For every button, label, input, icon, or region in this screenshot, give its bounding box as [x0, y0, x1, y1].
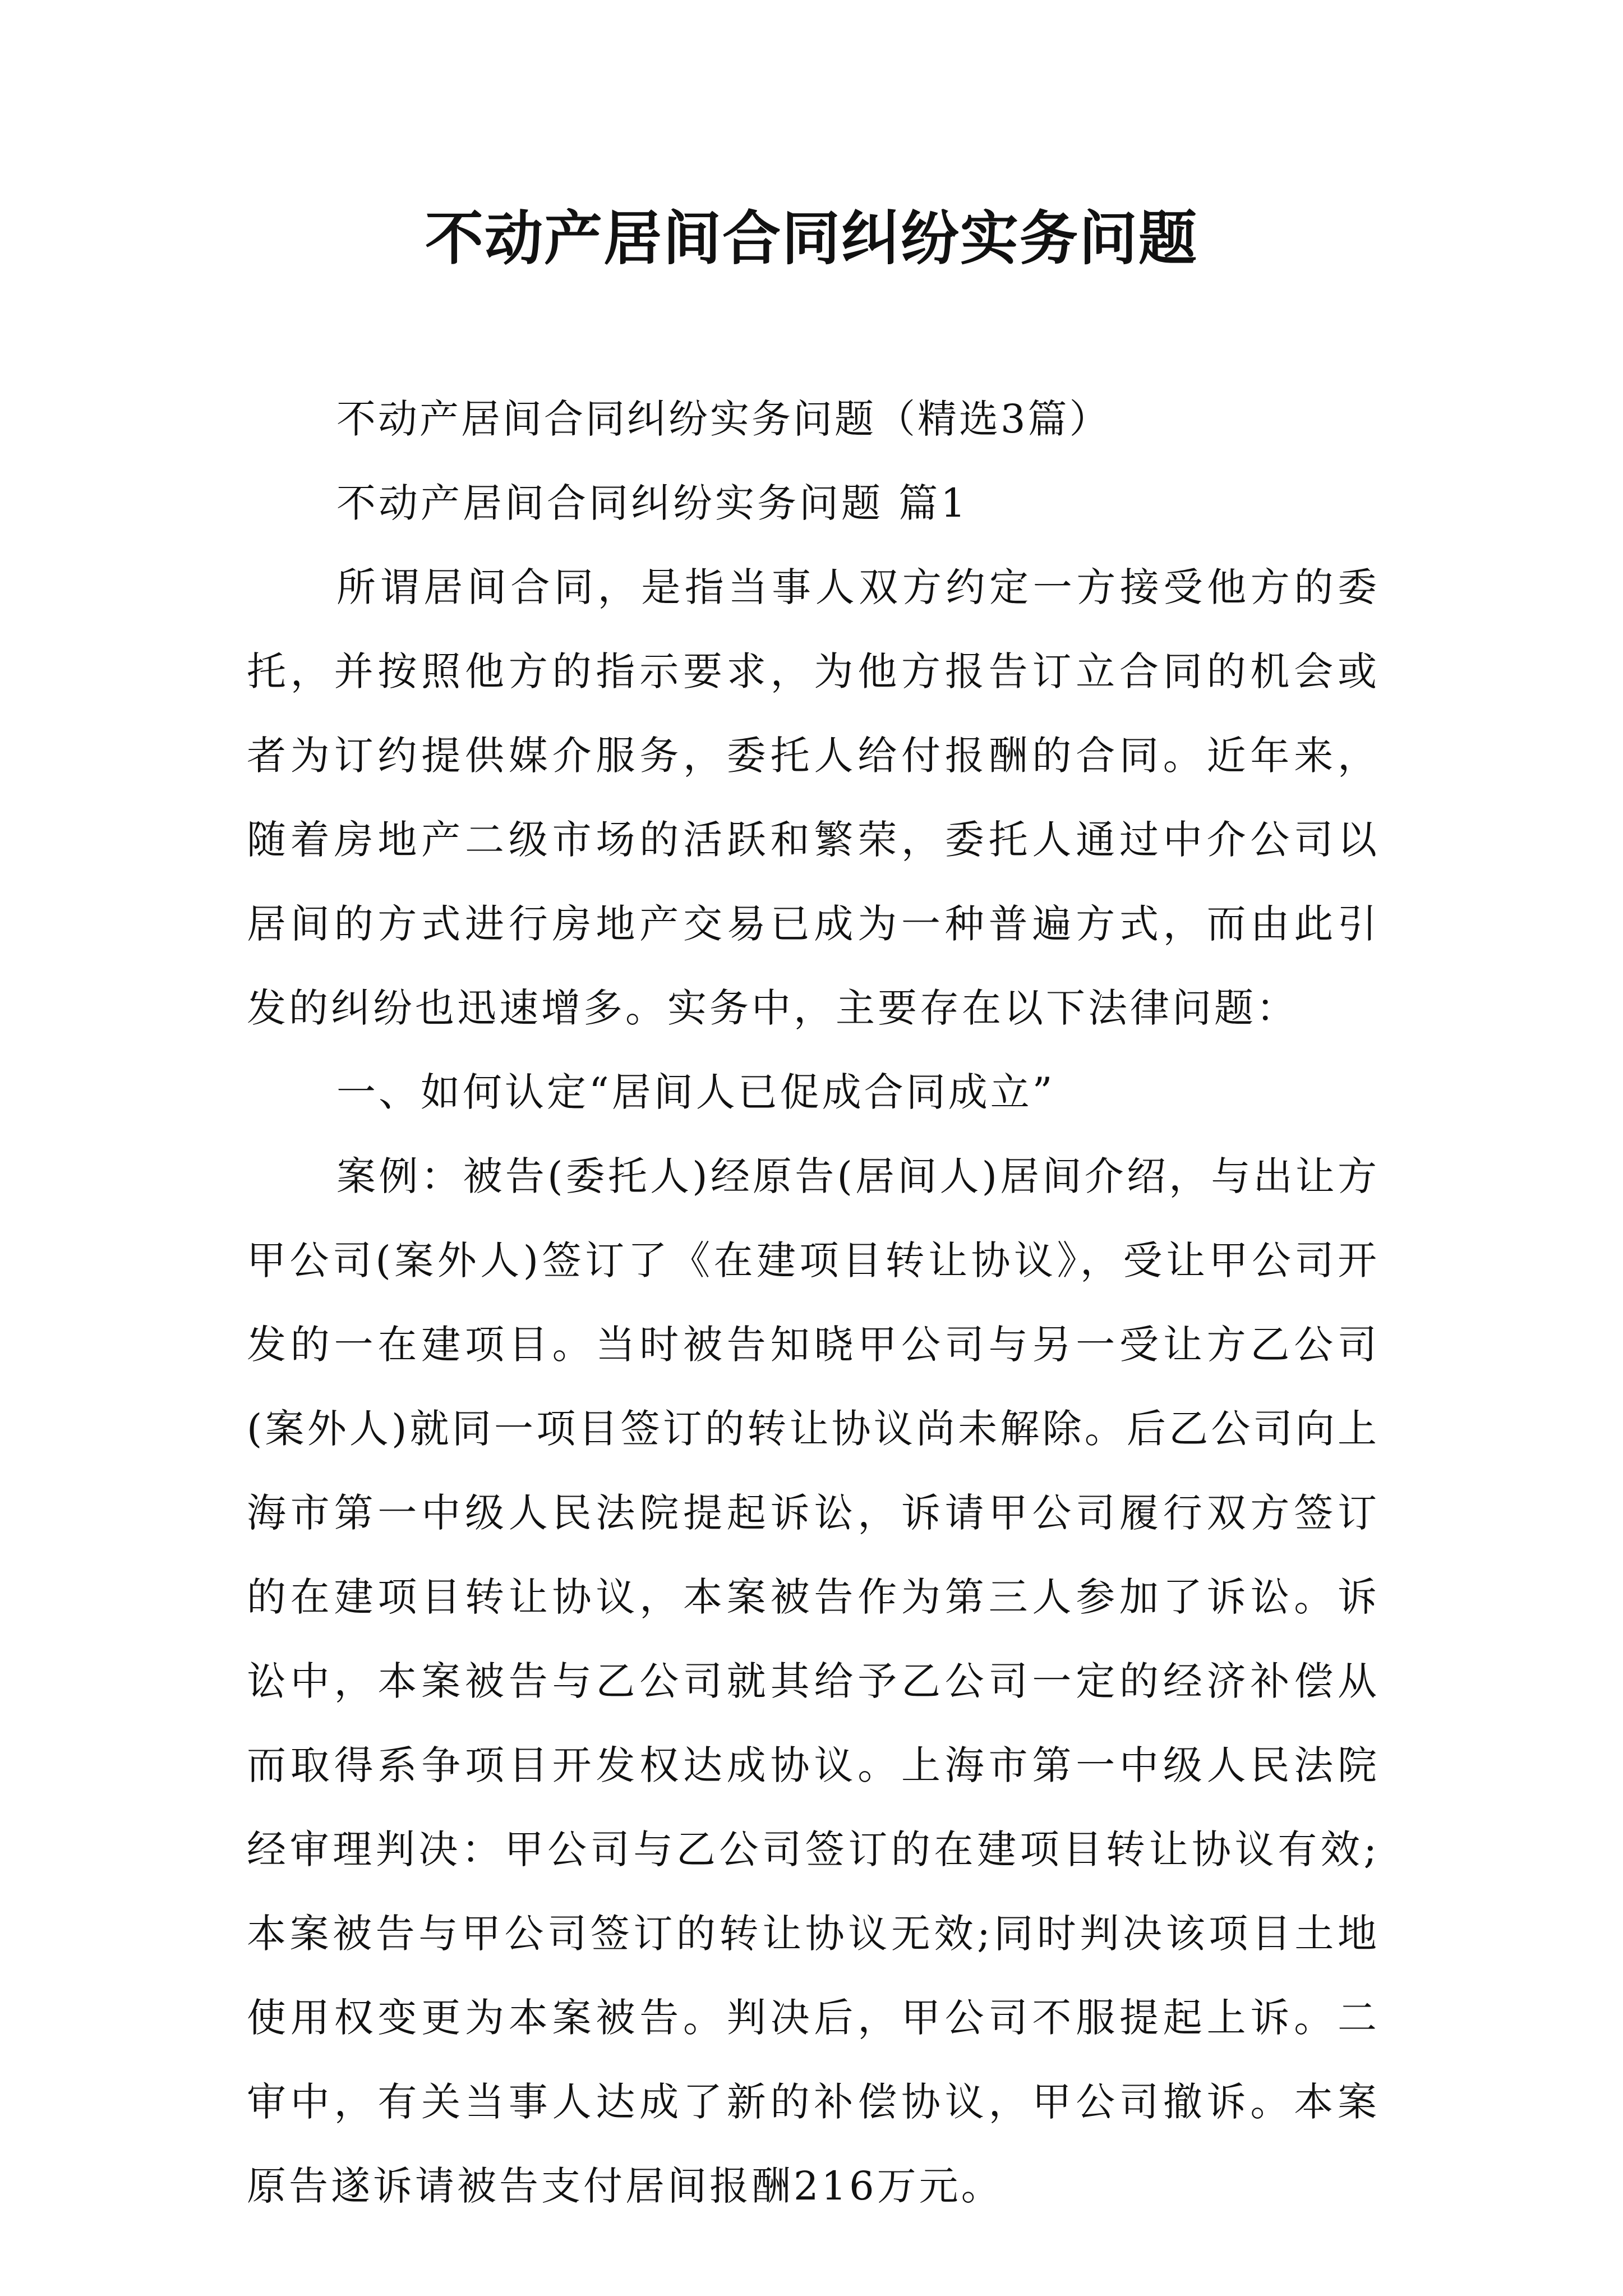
document-body — [247, 377, 1380, 2228]
paragraph-section-heading: 不动产居间合同纠纷实务问题 篇1 — [336, 480, 969, 526]
paragraph-case: 案例：被告(委托人)经原告(居间人)居间介绍，与出让方甲公司(案外人)签订了《在建项目转让协议》，受让甲公司开发的一在建项目。当时被告知晓甲公司与另一受让方乙公司(案外人)就同一项目签订的转让协议尚未解除。后乙公司向上海市第一中级人民法院提起诉讼，诉请甲公司履行双方签订的在建项目转让协议，本案被告作为第三人参加了诉讼。诉讼中，本案被告与乙公司就其给予乙公司一定的经济补偿从而取得系争项目开发权达成协议。上海市第一中级人民法院经审理判决：甲公司与乙公司签订的在建项目转让协议有效;本案被告与甲公司签订的转让协议无效;同时判决该项目土地使用权变更为本案被告。判决后，甲公司不服提起上诉。二审中，有关当事人达成了新的补偿协议，甲公司撤诉。本案原告遂诉请被告支付居间报酬216万元。 — [247, 1153, 1380, 2209]
paragraph-issue-heading: 一、如何认定“居间人已促成合同成立” — [336, 1069, 1055, 1115]
paragraph-subtitle: 不动产居间合同纠纷实务问题（精选3篇） — [336, 396, 1111, 442]
document-title: 不动产居间合同纠纷实务问题 — [425, 204, 1198, 273]
paragraph-definition: 所谓居间合同，是指当事人双方约定一方接受他方的委托，并按照他方的指示要求，为他方报告订立合同的机会或者为订约提供媒介服务，委托人给付报酬的合同。近年来，随着房地产二级市场的活跃和繁荣，委托人通过中介公司以居间的方式进行房地产交易已成为一种普遍方式，而由此引发的纠纷也迅速增多。实务中，主要存在以下法律问题： — [247, 564, 1380, 1031]
